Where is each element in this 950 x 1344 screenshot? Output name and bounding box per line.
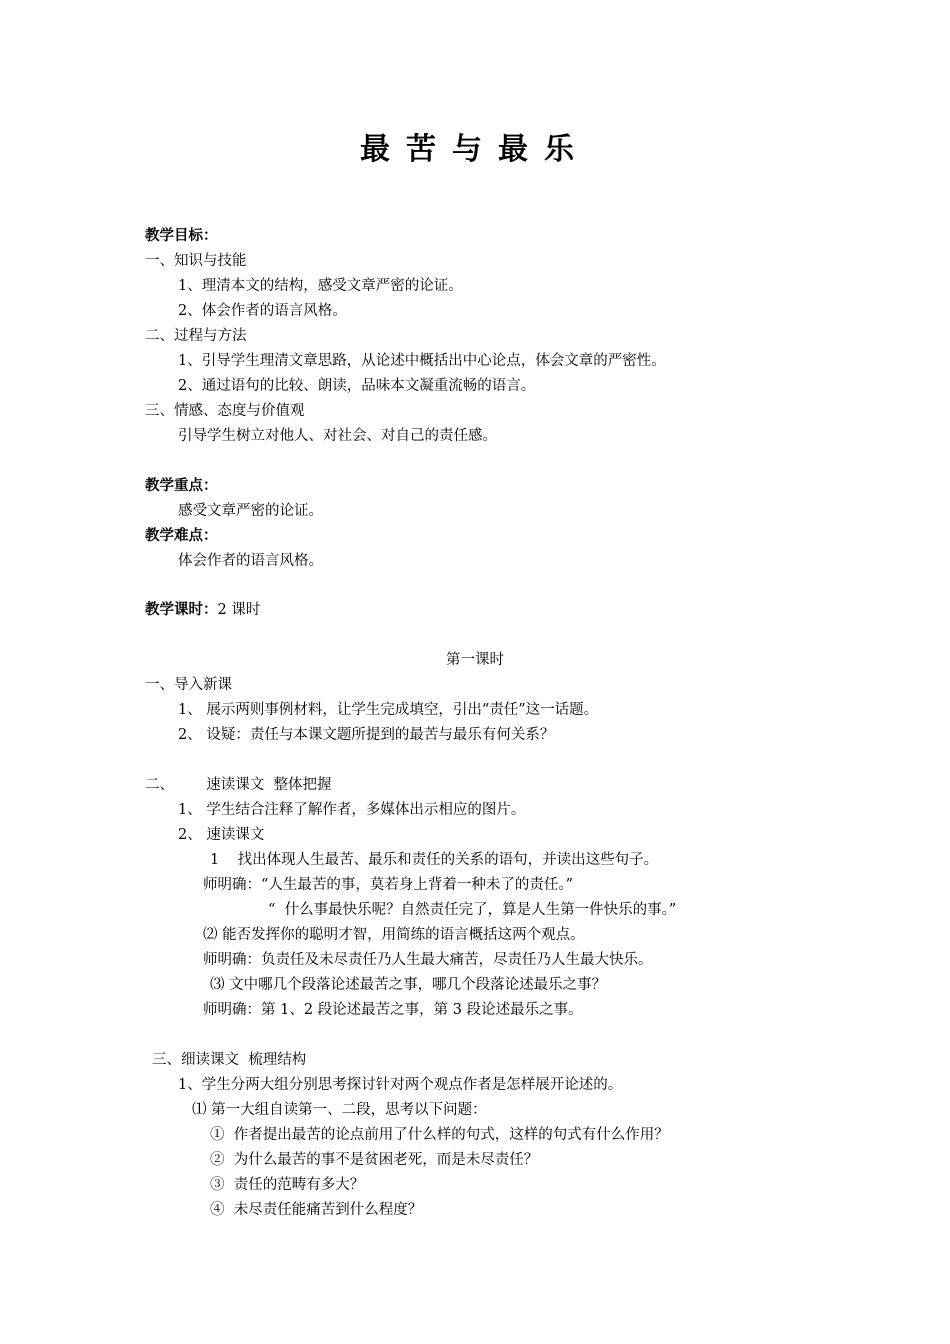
group-1-question-4: ④ 未尽责任能痛苦到什么程度？	[210, 1202, 423, 1218]
objective-2-1: 1、引导学生理清文章思路，从论述中概括出中心论点，体会文章的严密性。	[178, 353, 666, 369]
objective-3-1: 引导学生树立对他人、对社会、对自己的责任感。	[178, 428, 497, 444]
answer-1a: 师明确：“人生最苦的事，莫若身上背着一种未了的责任。”	[203, 877, 574, 893]
part-1-heading: 一、导入新课	[145, 677, 232, 693]
group-1-question-2: ② 为什么最苦的事不是贫困老死，而是未尽责任？	[210, 1152, 539, 1168]
objective-1-2: 2、体会作者的语言风格。	[178, 303, 347, 319]
hours-value: 2 课时	[217, 602, 261, 618]
part-1-item-2: 2、 设疑：责任与本课文题所提到的最苦与最乐有何关系？	[178, 727, 555, 743]
hours-label: 教学课时：	[145, 601, 218, 618]
objective-1-1: 1、理清本文的结构，感受文章严密的论证。	[178, 278, 463, 294]
objectives-section-2: 二、过程与方法	[145, 328, 247, 344]
question-3: ⑶ 文中哪几个段落论述最苦之事，哪几个段落论述最乐之事？	[210, 977, 607, 993]
lesson-heading: 第一课时	[446, 652, 504, 668]
objective-2-2: 2、通过语句的比较、朗读，品味本文凝重流畅的语言。	[178, 378, 536, 394]
document-title: 最苦与最乐	[360, 132, 590, 167]
answer-1b: “ 什么事最快乐呢？自然责任完了，算是人生第一件快乐的事。”	[268, 902, 677, 918]
group-1-question-1: ① 作者提出最苦的论点前用了什么样的句式，这样的句式有什么作用？	[210, 1127, 669, 1143]
part-2-heading: 二、 速读课文 整体把握	[145, 777, 332, 793]
hours-line	[145, 600, 260, 620]
part-2-item-1: 1、 学生结合注释了解作者，多媒体出示相应的图片。	[178, 802, 526, 818]
objectives-heading: 教学目标：	[145, 227, 218, 244]
group-1-task: ⑴ 第一大组自读第一、二段，思考以下问题：	[192, 1102, 487, 1118]
objectives-section-1: 一、知识与技能	[145, 253, 247, 269]
part-3-item-1: 1、学生分两大组分别思考探讨针对两个观点作者是怎样展开论述的。	[178, 1077, 623, 1093]
focus-label: 教学重点：	[145, 477, 218, 494]
question-1: 1 找出体现人生最苦、最乐和责任的关系的语句，并读出这些句子。	[210, 852, 659, 868]
question-2: ⑵ 能否发挥你的聪明才智，用简练的语言概括这两个观点。	[203, 927, 585, 943]
objectives-section-3: 三、情感、态度与价值观	[145, 403, 305, 419]
part-3-heading: 三、细读课文 梳理结构	[152, 1052, 307, 1068]
difficulty-label: 教学难点：	[145, 527, 218, 544]
part-1-item-1: 1、 展示两则事例材料，让学生完成填空，引出“责任”这一话题。	[178, 702, 599, 718]
focus-text: 感受文章严密的论证。	[178, 503, 323, 519]
answer-3: 师明确：第 1、2 段论述最苦之事，第 3 段论述最乐之事。	[203, 1002, 583, 1018]
group-1-question-3: ③ 责任的范畴有多大？	[210, 1177, 365, 1193]
difficulty-text: 体会作者的语言风格。	[178, 553, 323, 569]
part-2-item-2: 2、 速读课文	[178, 827, 265, 843]
answer-2: 师明确：负责任及未尽责任乃人生最大痛苦，尽责任乃人生最大快乐。	[203, 952, 653, 968]
